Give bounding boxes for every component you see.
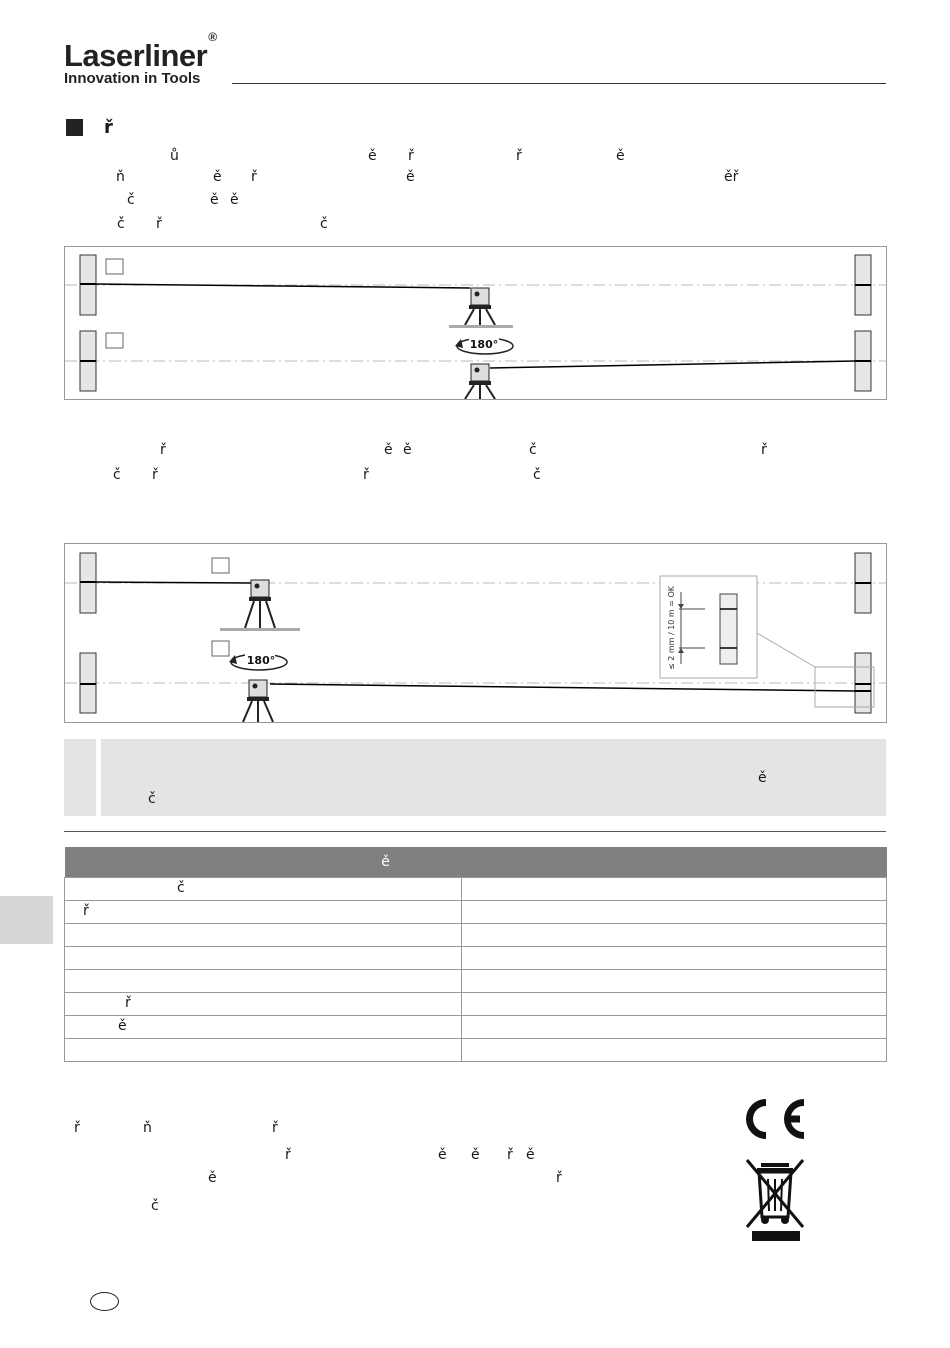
section-marker	[66, 119, 83, 136]
step-box-1	[106, 259, 123, 274]
step-box-2	[212, 641, 229, 656]
laser-on-tripod-2	[243, 680, 273, 722]
weee-bin-icon	[744, 1157, 806, 1247]
brand-logo	[64, 29, 217, 73]
country-code-oval	[90, 1292, 119, 1311]
hint-line-2: č	[148, 791, 156, 807]
table-row: ě	[65, 1016, 887, 1039]
spec-table	[64, 847, 887, 1062]
ce-mark-icon	[738, 1093, 808, 1149]
table-row	[65, 947, 887, 970]
tolerance-label: ≤ 2 mm / 10 m = OK	[667, 585, 676, 671]
laser-beam-1	[96, 284, 470, 288]
diagram-check-2	[64, 543, 887, 723]
hint-box	[64, 739, 886, 816]
laser-beam-2	[270, 684, 855, 691]
diagram-1-drawing	[65, 247, 886, 399]
table-row	[65, 924, 887, 947]
rotation-label-2: 180°	[246, 654, 276, 667]
laser-on-tripod-1	[220, 580, 300, 631]
hint-line-1: ě	[758, 770, 767, 786]
laser-beam-2	[490, 361, 855, 368]
rotation-arrow-1	[455, 336, 513, 354]
diagram-check-1	[64, 246, 887, 400]
brand-tagline: Innovation in Tools	[64, 70, 201, 87]
spec-table-header: ě	[65, 847, 887, 878]
laser-beam-1	[96, 582, 251, 583]
diagram-2-drawing	[65, 544, 886, 722]
table-row	[65, 1039, 887, 1062]
table-row	[65, 970, 887, 993]
table-row: ř	[65, 993, 887, 1016]
language-side-tab	[0, 896, 53, 944]
brand-name: Laserliner	[64, 38, 208, 73]
laser-on-tripod-1	[449, 288, 513, 328]
header-rule	[232, 83, 886, 84]
separator-rule	[64, 831, 886, 832]
table-row: č	[65, 878, 887, 901]
rotation-arrow-2	[229, 652, 287, 670]
step-box-2	[106, 333, 123, 348]
rotation-label-1: 180°	[469, 338, 499, 351]
step-box-1	[212, 558, 229, 573]
section-heading: ř	[104, 117, 113, 138]
hint-stripe	[96, 739, 101, 816]
tolerance-zoom-inset	[660, 576, 874, 707]
table-row: ř	[65, 901, 887, 924]
laser-on-tripod-2	[465, 364, 495, 399]
registered-mark: ®	[208, 29, 217, 44]
